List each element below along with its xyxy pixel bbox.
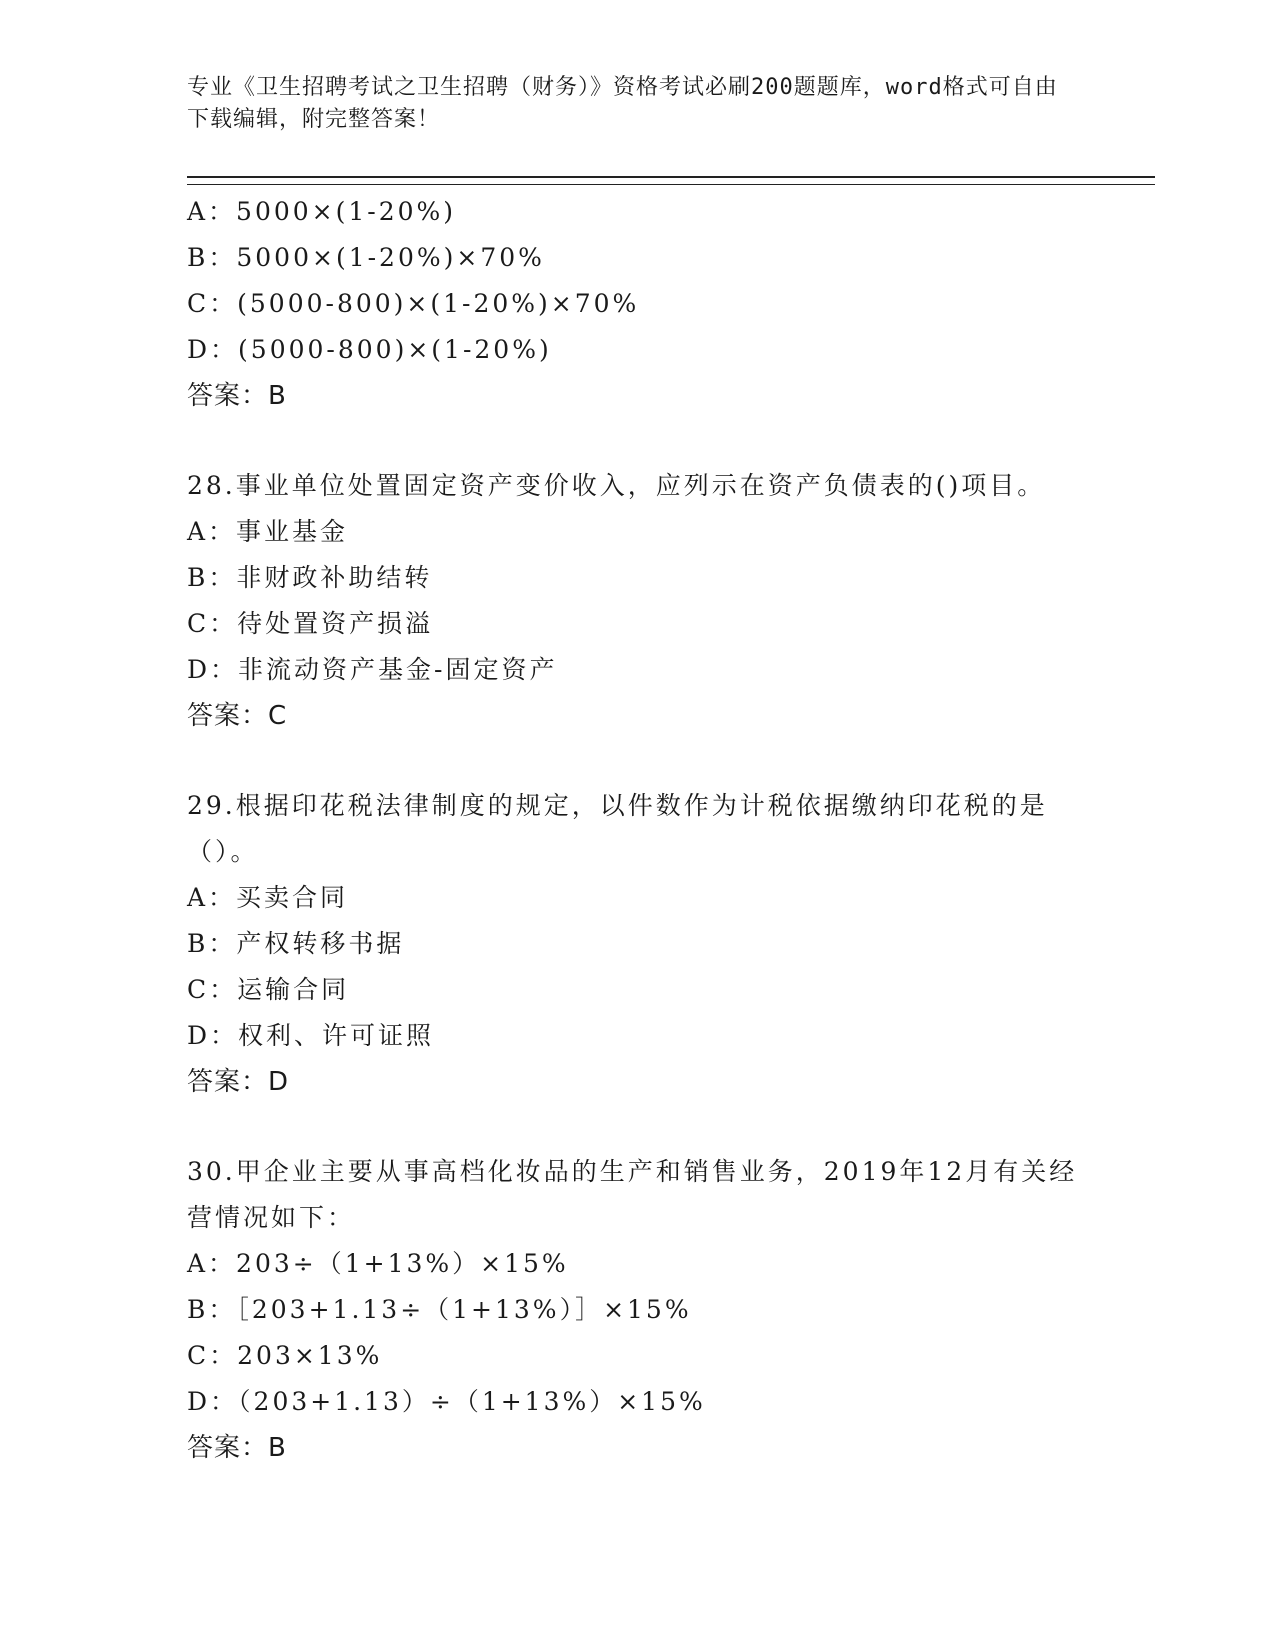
question-28	[187, 463, 1087, 739]
option-b: B：非财政补助结转	[187, 563, 433, 592]
answer-line: 答案：D	[187, 1067, 290, 1097]
option-b: B：［203+1.13÷（1+13%）］×15%	[187, 1295, 692, 1324]
option-d: D：非流动资产基金-固定资产	[187, 655, 558, 684]
option-d: D：（203+1.13）÷（1+13%）×15%	[187, 1387, 706, 1416]
question-stem: 29.根据印花税法律制度的规定，以件数作为计税依据缴纳印花税的是（）。	[187, 791, 1048, 866]
question-list	[187, 189, 1087, 1515]
question-27	[187, 189, 1087, 419]
option-c: C：待处置资产损溢	[187, 609, 434, 638]
option-a: A：203÷（1+13%）×15%	[187, 1249, 569, 1278]
question-29	[187, 783, 1087, 1105]
option-a: A：买卖合同	[187, 883, 349, 912]
option-b: B：5000×(1-20%)×70%	[187, 243, 545, 272]
option-c: C：(5000-800)×(1-20%)×70%	[187, 289, 640, 318]
option-d: D：权利、许可证照	[187, 1021, 435, 1050]
option-a: A：事业基金	[187, 517, 349, 546]
option-d: D：(5000-800)×(1-20%)	[187, 335, 552, 364]
question-stem: 28.事业单位处置固定资产变价收入，应列示在资产负债表的()项目。	[187, 471, 1046, 500]
document-title: 专业《卫生招聘考试之卫生招聘（财务）》资格考试必刷200题题库，word格式可自由下载编辑，附完整答案！	[187, 75, 1058, 132]
option-b: B：产权转移书据	[187, 929, 405, 958]
option-c: C：运输合同	[187, 975, 350, 1004]
option-c: C：203×13%	[187, 1341, 383, 1370]
question-30	[187, 1149, 1087, 1471]
question-stem: 30.甲企业主要从事高档化妆品的生产和销售业务，2019年12月有关经营情况如下：	[187, 1157, 1078, 1232]
answer-line: 答案：B	[187, 381, 287, 411]
answer-line: 答案：B	[187, 1433, 287, 1463]
option-a: A：5000×(1-20%)	[187, 197, 457, 226]
header-divider	[187, 176, 1155, 185]
answer-line: 答案：C	[187, 701, 288, 731]
page-header	[187, 72, 1077, 136]
